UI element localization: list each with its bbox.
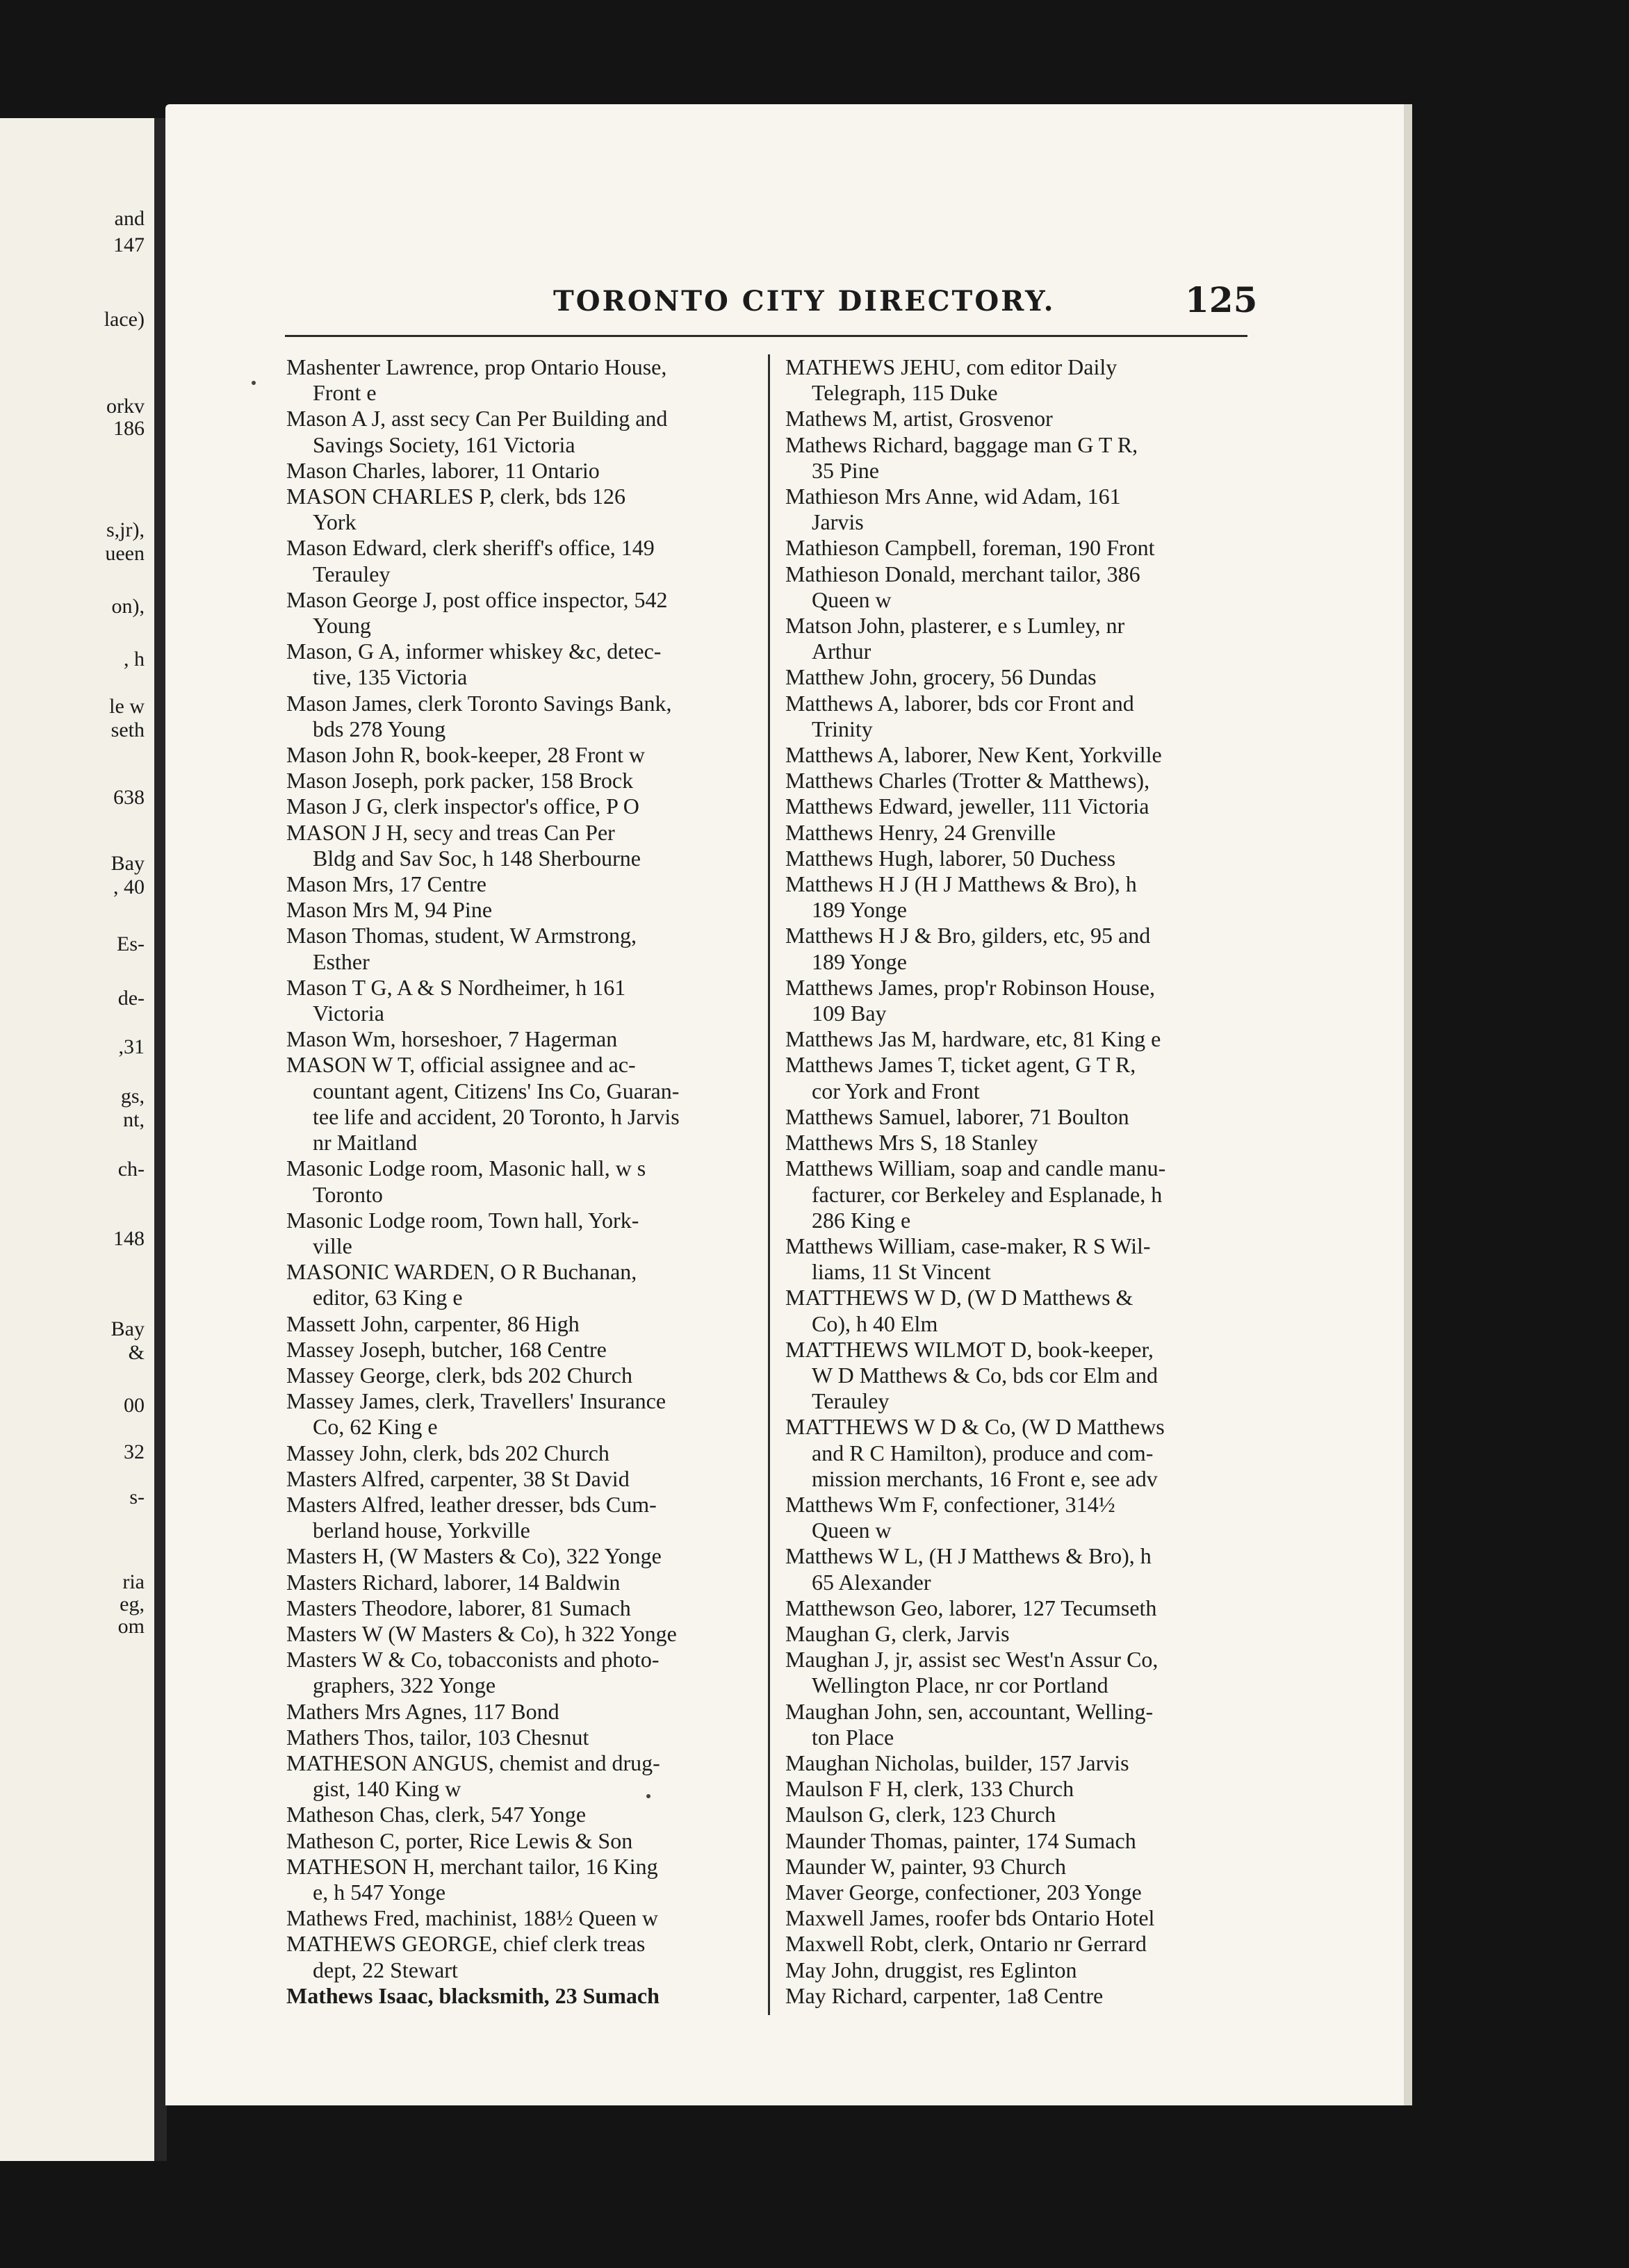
directory-entry-continuation: Telegraph, 115 Duke — [812, 380, 998, 406]
directory-entry-continuation: Front e — [313, 380, 377, 406]
facing-page-fragment: 638 — [113, 786, 145, 809]
directory-entry: Maunder W, painter, 93 Church — [785, 1853, 1066, 1879]
facing-page-fragment: , h — [124, 648, 145, 671]
facing-page-fragment: 148 — [113, 1227, 145, 1250]
directory-entry-continuation: Bldg and Sav Soc, h 148 Sherbourne — [313, 845, 641, 871]
directory-entry-continuation: gist, 140 King w — [313, 1776, 461, 1802]
directory-entry-continuation: Terauley — [313, 561, 391, 586]
directory-entry-continuation: 109 Bay — [812, 1001, 887, 1026]
directory-entry-continuation: mission merchants, 16 Front e, see adv — [812, 1465, 1158, 1491]
directory-entry: MASON J H, secy and treas Can Per — [286, 819, 615, 845]
directory-entry: Maxwell Robt, clerk, Ontario nr Gerrard — [785, 1931, 1147, 1957]
facing-page-fragment: 186 — [113, 417, 145, 440]
directory-entry-continuation: berland house, Yorkville — [313, 1518, 530, 1543]
directory-entry: Mashenter Lawrence, prop Ontario House, — [286, 354, 667, 379]
directory-entry: Matthews James, prop'r Robinson House, — [785, 974, 1155, 1000]
directory-entry: Massey Joseph, butcher, 168 Centre — [286, 1336, 607, 1362]
directory-entry: Masters Alfred, carpenter, 38 St David — [286, 1465, 630, 1491]
directory-entry: Matthews H J & Bro, gilders, etc, 95 and — [785, 923, 1151, 948]
facing-page-fragment: on), — [111, 595, 145, 618]
directory-entry-continuation: Co), h 40 Elm — [812, 1310, 938, 1336]
directory-entry: Matthews Edward, jeweller, 111 Victoria — [785, 794, 1149, 819]
directory-entry: MASON CHARLES P, clerk, bds 126 — [286, 484, 626, 509]
directory-entry: Mason, G A, informer whiskey &c, detec- — [286, 639, 662, 664]
directory-entry: MATHEWS JEHU, com editor Daily — [785, 354, 1118, 379]
directory-entry: MATHEWS GEORGE, chief clerk treas — [286, 1931, 646, 1957]
directory-entry: Matheson C, porter, Rice Lewis & Son — [286, 1827, 633, 1853]
directory-entry-continuation: York — [313, 509, 357, 535]
directory-entry: Mason George J, post office inspector, 542 — [286, 586, 668, 612]
directory-entry-continuation: cor York and Front — [812, 1078, 980, 1103]
directory-entry-continuation: and R C Hamilton), produce and com- — [812, 1440, 1154, 1465]
directory-entry: MATTHEWS W D & Co, (W D Matthews — [785, 1414, 1165, 1440]
directory-entry: Mathers Mrs Agnes, 117 Bond — [286, 1698, 559, 1724]
directory-entry-continuation: e, h 547 Yonge — [313, 1879, 446, 1905]
speck — [646, 1794, 650, 1798]
directory-entry-continuation: Jarvis — [812, 509, 864, 535]
directory-entry: Masters W (W Masters & Co), h 322 Yonge — [286, 1620, 677, 1646]
directory-entry: Matheson Chas, clerk, 547 Yonge — [286, 1802, 587, 1827]
directory-entry-continuation: 189 Yonge — [812, 948, 907, 974]
directory-entry: May John, druggist, res Eglinton — [785, 1957, 1077, 1982]
facing-page-fragment: , 40 — [113, 876, 145, 898]
facing-page-fragment: and — [114, 207, 145, 230]
directory-entry: Mason A J, asst secy Can Per Building and — [286, 406, 668, 432]
directory-entry: Matthew John, grocery, 56 Dundas — [785, 664, 1097, 690]
directory-entry: Mason T G, A & S Nordheimer, h 161 — [286, 974, 626, 1000]
directory-entry: Matthews Charles (Trotter & Matthews), — [785, 768, 1150, 794]
page-number: 125 — [1185, 279, 1258, 320]
facing-page-fragment: gs, — [120, 1085, 145, 1108]
directory-entry: MATHESON H, merchant tailor, 16 King — [286, 1853, 658, 1879]
directory-entry: Matthews Henry, 24 Grenville — [785, 819, 1056, 845]
directory-entry-continuation: Terauley — [812, 1388, 890, 1414]
directory-entry: Masters Alfred, leather dresser, bds Cum- — [286, 1491, 657, 1517]
directory-entry-continuation: Co, 62 King e — [313, 1414, 438, 1440]
facing-page-fragment: Bay — [110, 1317, 145, 1340]
directory-entry: MASON W T, official assignee and ac- — [286, 1052, 636, 1078]
directory-entry: Mason Edward, clerk sheriff's office, 149 — [286, 535, 655, 561]
directory-entry: Mathieson Donald, merchant tailor, 386 — [785, 561, 1140, 586]
speck — [252, 381, 256, 385]
directory-entry-continuation: ville — [313, 1233, 352, 1258]
directory-entry: Mason James, clerk Toronto Savings Bank, — [286, 690, 672, 716]
page-title: TORONTO CITY DIRECTORY. — [553, 285, 1056, 318]
directory-entry: Massey John, clerk, bds 202 Church — [286, 1440, 609, 1465]
directory-entry: Mathers Thos, tailor, 103 Chesnut — [286, 1724, 589, 1750]
directory-entry-continuation: W D Matthews & Co, bds cor Elm and — [812, 1362, 1159, 1388]
directory-entry: Matthews H J (H J Matthews & Bro), h — [785, 871, 1137, 897]
directory-entry: Masters Theodore, laborer, 81 Sumach — [286, 1595, 631, 1620]
directory-entry-continuation: countant agent, Citizens' Ins Co, Guaran- — [313, 1078, 680, 1103]
directory-entry: Massey James, clerk, Travellers' Insurance — [286, 1388, 666, 1414]
directory-entry: Massett John, carpenter, 86 High — [286, 1310, 580, 1336]
directory-entry: Masters Richard, laborer, 14 Baldwin — [286, 1569, 621, 1595]
facing-page-fragment: 147 — [113, 233, 145, 256]
directory-entry: Matthews Samuel, laborer, 71 Boulton — [785, 1103, 1129, 1129]
directory-entry: Matthews A, laborer, bds cor Front and — [785, 690, 1134, 716]
facing-page-fragment: ueen — [105, 542, 145, 565]
directory-entry: Matthews W L, (H J Matthews & Bro), h — [785, 1543, 1152, 1569]
directory-entry: Mathews Fred, machinist, 188½ Queen w — [286, 1905, 659, 1931]
directory-entry-continuation: bds 278 Young — [313, 716, 446, 741]
left-column — [286, 354, 745, 2009]
directory-entry-continuation: 286 King e — [812, 1207, 911, 1233]
directory-entry: Matthewson Geo, laborer, 127 Tecumseth — [785, 1595, 1157, 1620]
directory-entry: Mason Mrs M, 94 Pine — [286, 897, 493, 923]
directory-entry-continuation: liams, 11 St Vincent — [812, 1259, 991, 1285]
directory-entry: Maunder Thomas, painter, 174 Sumach — [785, 1827, 1136, 1853]
facing-page-fragment: 32 — [124, 1440, 145, 1463]
facing-page-fragment: & — [128, 1341, 145, 1364]
facing-page-fragment: de- — [117, 987, 145, 1010]
directory-entry-continuation: Savings Society, 161 Victoria — [313, 432, 575, 457]
directory-entry-continuation: Queen w — [812, 1518, 892, 1543]
facing-page-fragment: orkv — [106, 395, 145, 418]
directory-entry: Mason Thomas, student, W Armstrong, — [286, 923, 637, 948]
directory-entry: Mathieson Mrs Anne, wid Adam, 161 — [785, 484, 1121, 509]
facing-page-fragment: seth — [110, 718, 145, 741]
directory-entry: May Richard, carpenter, 1a8 Centre — [785, 1982, 1104, 2008]
directory-entry-continuation: facturer, cor Berkeley and Esplanade, h — [812, 1181, 1163, 1207]
directory-entry-continuation: nr Maitland — [313, 1130, 418, 1156]
column-divider — [768, 354, 770, 2015]
directory-entry-continuation: 65 Alexander — [812, 1569, 931, 1595]
left-page-edge — [0, 118, 158, 2161]
directory-entry: MATTHEWS W D, (W D Matthews & — [785, 1285, 1133, 1310]
directory-entry: Massey George, clerk, bds 202 Church — [286, 1362, 632, 1388]
directory-entry-continuation: tee life and accident, 20 Toronto, h Jarvis — [313, 1103, 680, 1129]
facing-page-fragment: s,jr), — [106, 518, 145, 541]
page-edge — [1404, 104, 1412, 2105]
facing-page-fragment: ,31 — [118, 1035, 145, 1058]
directory-entry: Masonic Lodge room, Town hall, York- — [286, 1207, 639, 1233]
directory-entry-continuation: Toronto — [313, 1181, 383, 1207]
directory-entry: Mathews Isaac, blacksmith, 23 Sumach — [286, 1982, 660, 2008]
facing-page-fragment: ria — [122, 1570, 145, 1593]
header-rule — [285, 335, 1247, 337]
directory-entry-continuation: Esther — [313, 948, 370, 974]
directory-entry: MATHESON ANGUS, chemist and drug- — [286, 1750, 660, 1775]
directory-entry: Maulson G, clerk, 123 Church — [785, 1802, 1056, 1827]
directory-entry: Masonic Lodge room, Masonic hall, w s — [286, 1156, 646, 1181]
directory-entry: Mason J G, clerk inspector's office, P O — [286, 794, 639, 819]
directory-entry-continuation: Queen w — [812, 586, 892, 612]
right-column — [785, 354, 1244, 2009]
directory-entry-continuation: graphers, 322 Yonge — [313, 1673, 496, 1698]
directory-entry-continuation: Trinity — [812, 716, 873, 741]
directory-entry: Matson John, plasterer, e s Lumley, nr — [785, 613, 1125, 639]
directory-entry: Mason John R, book-keeper, 28 Front w — [286, 742, 645, 768]
directory-entry: MATTHEWS WILMOT D, book-keeper, — [785, 1336, 1154, 1362]
directory-entry-continuation: dept, 22 Stewart — [313, 1957, 458, 1982]
facing-page-fragment: ch- — [117, 1158, 145, 1181]
facing-page-fragment: 00 — [124, 1394, 145, 1417]
directory-entry: Matthews James T, ticket agent, G T R, — [785, 1052, 1136, 1078]
directory-entry-continuation: Wellington Place, nr cor Portland — [812, 1673, 1108, 1698]
directory-entry: Matthews Hugh, laborer, 50 Duchess — [785, 845, 1116, 871]
directory-entry: Mason Mrs, 17 Centre — [286, 871, 486, 897]
directory-entry: Mason Joseph, pork packer, 158 Brock — [286, 768, 634, 794]
directory-entry: Matthews A, laborer, New Kent, Yorkville — [785, 742, 1162, 768]
directory-entry: Mathews Richard, baggage man G T R, — [785, 432, 1138, 457]
facing-page-fragment: lace) — [104, 308, 145, 331]
directory-entry: Maughan G, clerk, Jarvis — [785, 1620, 1010, 1646]
directory-entry-continuation: Arthur — [812, 639, 871, 664]
directory-entry: Maughan John, sen, accountant, Welling- — [785, 1698, 1154, 1724]
directory-entry: Mathieson Campbell, foreman, 190 Front — [785, 535, 1155, 561]
directory-entry: Maughan J, jr, assist sec West'n Assur Co, — [785, 1647, 1159, 1673]
directory-entry: Maughan Nicholas, builder, 157 Jarvis — [785, 1750, 1129, 1775]
directory-entry-continuation: Young — [313, 613, 371, 639]
directory-entry: Matthews Mrs S, 18 Stanley — [785, 1130, 1038, 1156]
directory-entry: Matthews William, case-maker, R S Wil- — [785, 1233, 1151, 1258]
directory-entry: Matthews Jas M, hardware, etc, 81 King e — [785, 1026, 1161, 1052]
directory-entry: Maulson F H, clerk, 133 Church — [785, 1776, 1074, 1802]
directory-entry-continuation: tive, 135 Victoria — [313, 664, 468, 690]
directory-entry: Matthews William, soap and candle manu- — [785, 1156, 1166, 1181]
directory-entry: Maxwell James, roofer bds Ontario Hotel — [785, 1905, 1155, 1931]
directory-entry: Matthews Wm F, confectioner, 314½ — [785, 1491, 1115, 1517]
directory-entry: Masters W & Co, tobacconists and photo- — [286, 1647, 660, 1673]
directory-entry-continuation: editor, 63 King e — [313, 1285, 463, 1310]
directory-entry: MASONIC WARDEN, O R Buchanan, — [286, 1259, 637, 1285]
facing-page-fragment: Es- — [117, 932, 145, 955]
directory-entry-continuation: ton Place — [812, 1724, 894, 1750]
directory-entry: Maver George, confectioner, 203 Yonge — [785, 1879, 1142, 1905]
facing-page-fragment: s- — [129, 1486, 145, 1509]
directory-entry: Mason Charles, laborer, 11 Ontario — [286, 457, 600, 483]
facing-page-fragment: om — [117, 1615, 145, 1638]
directory-entry: Mathews M, artist, Grosvenor — [785, 406, 1053, 432]
facing-page-fragment: nt, — [123, 1108, 145, 1131]
facing-page-fragment: Bay — [110, 852, 145, 875]
facing-page-fragment: le w — [109, 695, 145, 718]
directory-entry-continuation: 189 Yonge — [812, 897, 907, 923]
directory-entry-continuation: Victoria — [313, 1001, 384, 1026]
facing-page-fragment: eg, — [120, 1593, 145, 1616]
directory-entry-continuation: 35 Pine — [812, 457, 879, 483]
directory-entry: Masters H, (W Masters & Co), 322 Yonge — [286, 1543, 662, 1569]
directory-entry: Mason Wm, horseshoer, 7 Hagerman — [286, 1026, 618, 1052]
